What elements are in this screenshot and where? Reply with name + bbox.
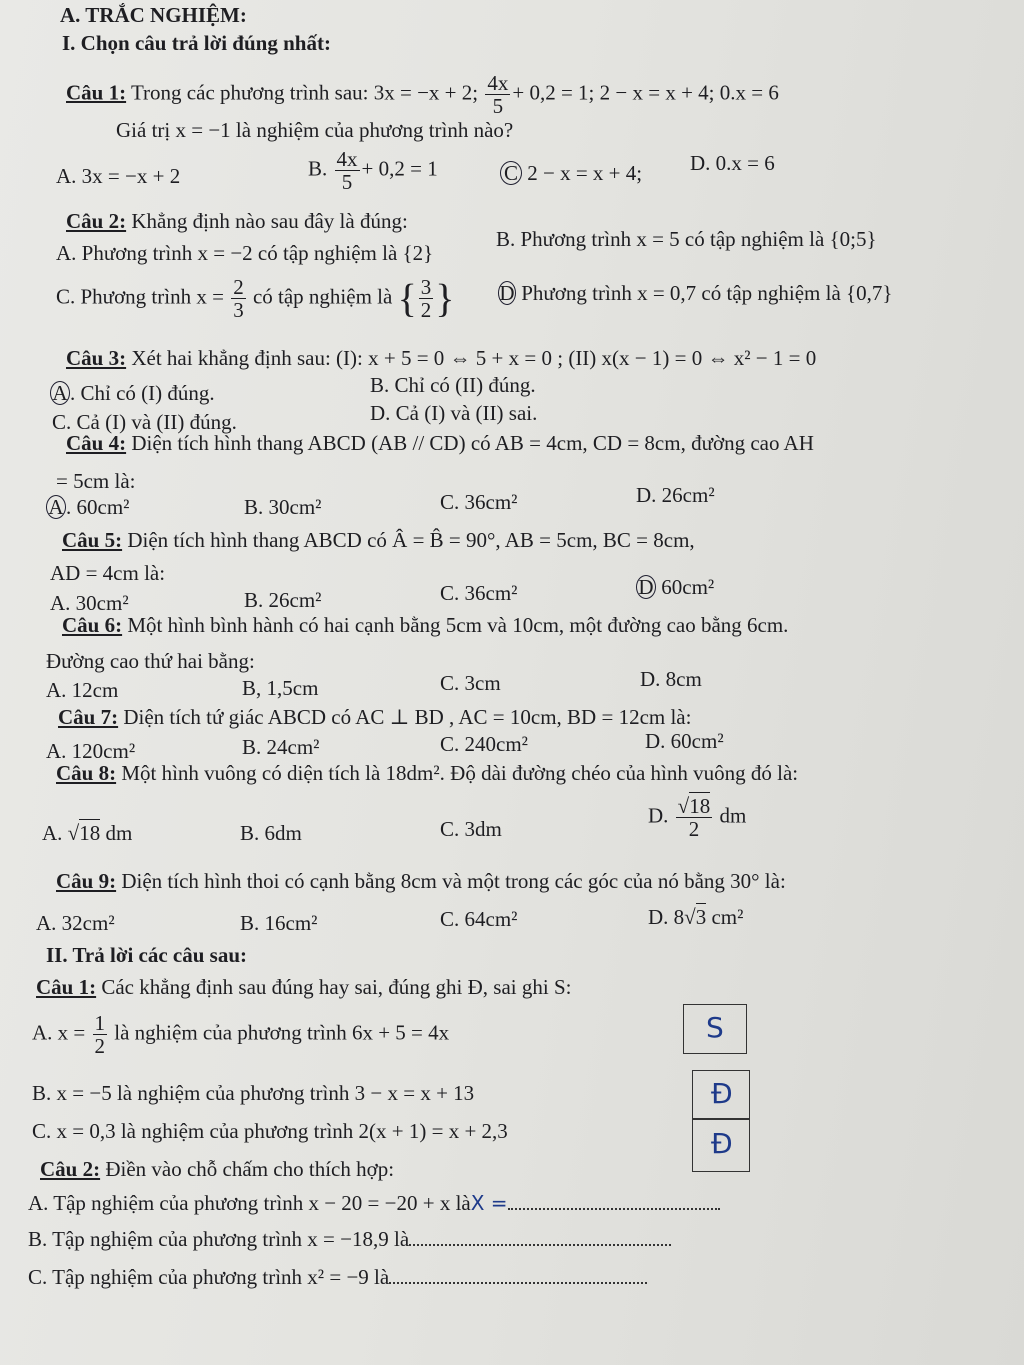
q4-option-a: A . 60cm² <box>46 494 129 520</box>
q7-option-c: C. 240cm² <box>440 732 528 756</box>
answer-b-ink: Đ <box>711 1077 733 1110</box>
q2-line: Câu 2: Khẳng định nào sau đây là đúng: <box>66 209 408 233</box>
q8-option-b: B. 6dm <box>240 821 302 845</box>
q7-option-b: B. 24cm² <box>242 735 320 759</box>
q9-line: Câu 9: Diện tích hình thoi có cạnh bằng 8cm và một trong các góc của nó bằng 30° là: <box>56 869 786 893</box>
p2-q1-line: Câu 1: Các khẳng định sau đúng hay sai, đúng ghi Đ, sai ghi S: <box>36 975 572 999</box>
q5-option-a: A. 30cm² <box>50 591 129 615</box>
answer-box-a[interactable] <box>683 1004 747 1054</box>
q1-eq2-fraction: $\frac{4x}{5}$ <box>487 71 509 119</box>
answer-c-ink: Đ <box>711 1127 733 1160</box>
q9-option-d: D. 8√3 cm² <box>648 905 744 929</box>
p2-q1-item-b: B. x = −5 là nghiệm của phương trình 3 − x = x + 13 <box>32 1081 475 1105</box>
section-a-heading: A. TRẮC NGHIỆM: <box>60 3 247 27</box>
q5-line: Câu 5: Diện tích hình thang ABCD có Â = B̂ = 90°, AB = 5cm, BC = 8cm, <box>62 528 695 552</box>
q4-option-b: B. 30cm² <box>244 495 322 519</box>
q1-option-b: B. $\frac{4x}{5}$ + 0,2 = 1 <box>308 147 438 195</box>
q4-line: Câu 4: Diện tích hình thang ABCD (AB // CD) có AB = 4cm, CD = 8cm, đường cao AH <box>66 431 814 455</box>
q1-option-a: A. 3x = −x + 2 <box>56 164 181 188</box>
q8-option-c: C. 3dm <box>440 817 502 841</box>
p2-q2-item-c: C. Tập nghiệm của phương trình x² = −9 là <box>28 1264 647 1290</box>
q1-label: Câu 1: <box>66 80 127 105</box>
p2-q1-item-a: A. x = $\frac{1}{2}$ là nghiệm của phương trình 6x + 5 = 4x <box>32 1011 450 1059</box>
q1-eq4: 0.x = 6 <box>719 80 779 105</box>
q3-option-c: C. Cả (I) và (II) đúng. <box>52 410 237 434</box>
q9-option-c: C. 64cm² <box>440 907 518 931</box>
q8-option-d: D. $\frac{√18}{2}$ dm <box>648 794 747 842</box>
q6-option-c: C. 3cm <box>440 671 501 695</box>
q9-option-a: A. 32cm² <box>36 911 115 935</box>
q6-option-b: B, 1,5cm <box>242 676 319 700</box>
p2-q2-item-a: A. Tập nghiệm của phương trình x − 20 = −20 + x làX = <box>28 1190 720 1216</box>
q5-option-c: C. 36cm² <box>440 581 518 605</box>
q7-option-d: D. 60cm² <box>645 729 724 753</box>
q2-option-c: C. Phương trình x = $\frac{2}{3}$ có tập nghiệm là { $\frac{3}{2}$ } <box>56 275 455 323</box>
q1-text: Trong các phương trình sau: <box>130 80 369 105</box>
q4-option-c: C. 36cm² <box>440 490 518 514</box>
p2-q1-item-c: C. x = 0,3 là nghiệm của phương trình 2(x + 1) = x + 2,3 <box>32 1119 508 1143</box>
q1-eq2-rest: + 0,2 = 1; <box>512 80 595 105</box>
p2-q2-line: Câu 2: Điền vào chỗ chấm cho thích hợp: <box>40 1157 395 1181</box>
q6-line: Câu 6: Một hình bình hành có hai cạnh bằng 5cm và 10cm, một đường cao bằng 6cm. <box>62 613 789 637</box>
q5-line2: AD = 4cm là: <box>50 561 166 585</box>
q2-option-d: D Phương trình x = 0,7 có tập nghiệm là {0,7} <box>499 281 893 305</box>
q5-option-b: B. 26cm² <box>244 588 322 612</box>
answer-box-c[interactable] <box>692 1118 750 1172</box>
q9-option-b: B. 16cm² <box>240 911 318 935</box>
q3-option-b: B. Chỉ có (II) đúng. <box>370 373 536 397</box>
q4-line2: = 5cm là: <box>56 469 136 493</box>
q2-option-b: B. Phương trình x = 5 có tập nghiệm là {0;5} <box>496 227 877 251</box>
p2-q2-item-a-ink: X = <box>470 1191 508 1215</box>
q8-line: Câu 8: Một hình vuông có diện tích là 18dm². Độ dài đường chéo của hình vuông đó là: <box>56 761 799 785</box>
q5-answer-circle: D <box>636 575 656 599</box>
q6-line2: Đường cao thứ hai bằng: <box>46 649 255 673</box>
q6-option-d: D. 8cm <box>640 667 702 691</box>
q1-option-d: D. 0.x = 6 <box>690 151 775 175</box>
q1-answer-circle: C <box>500 161 522 185</box>
q3-option-a: A . Chỉ có (I) đúng. <box>50 380 215 406</box>
answer-a-ink: S <box>706 1011 724 1044</box>
q7-option-a: A. 120cm² <box>46 739 136 763</box>
q3-answer-circle: A <box>50 381 70 405</box>
q3-line: Câu 3: Xét hai khẳng định sau: (I): x + 5 = 0 ⇔ 5 + x = 0 ; (II) x(x − 1) = 0 ⇔ x² − 1 = 0 <box>66 346 817 370</box>
p2-q2-item-b: B. Tập nghiệm của phương trình x = −18,9 là <box>28 1226 671 1252</box>
q1-line <box>66 72 779 117</box>
q2-option-a: A. Phương trình x = −2 có tập nghiệm là {2} <box>56 241 434 265</box>
q5-option-d: D 60cm² <box>636 574 714 600</box>
part1-heading: I. Chọn câu trả lời đúng nhất: <box>62 31 331 55</box>
answer-box-b[interactable] <box>692 1070 750 1120</box>
q1-question: Giá trị x = −1 là nghiệm của phương trình nào? <box>116 118 514 142</box>
q2-answer-circle: D <box>499 281 515 305</box>
q1-eq3: 2 − x = x + 4; <box>599 80 715 105</box>
q3-option-d: D. Cả (I) và (II) sai. <box>370 401 538 425</box>
part2-heading: II. Trả lời các câu sau: <box>46 943 248 967</box>
q1-option-c: C 2 − x = x + 4; <box>500 160 642 186</box>
q4-option-d: D. 26cm² <box>636 483 715 507</box>
q6-option-a: A. 12cm <box>46 678 119 702</box>
q7-line: Câu 7: Diện tích tứ giác ABCD có AC ⊥ BD , AC = 10cm, BD = 12cm là: <box>58 705 692 729</box>
q1-eq1: 3x = −x + 2; <box>373 80 479 105</box>
q8-option-a: A. √18 dm <box>42 821 133 845</box>
q4-answer-circle: A <box>46 495 66 519</box>
